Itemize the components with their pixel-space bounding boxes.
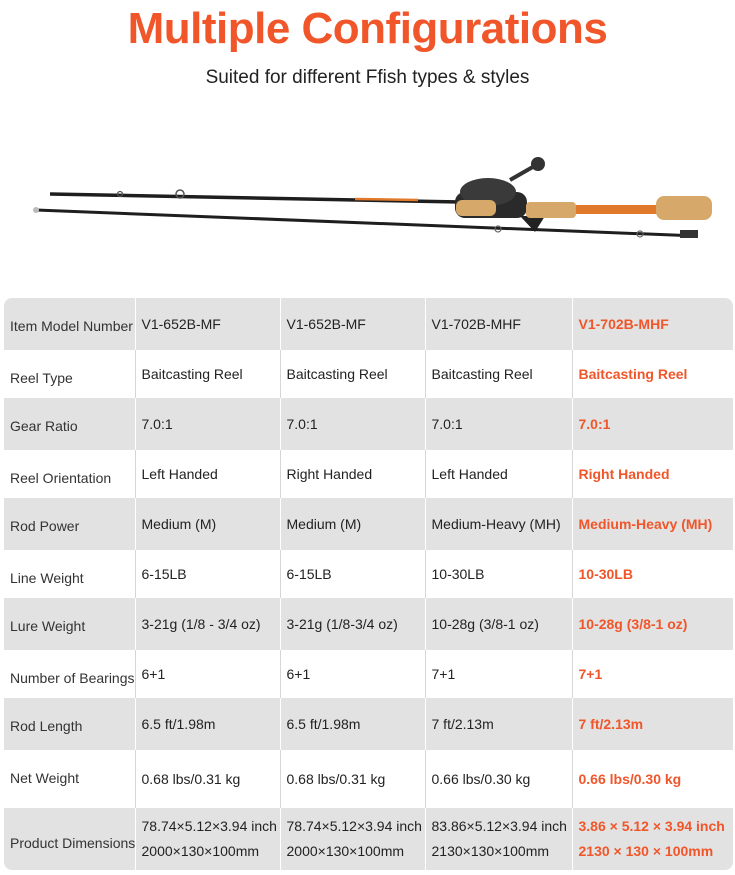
cell [425, 808, 572, 870]
spec-row-rod-power [4, 498, 733, 550]
orange-handle-section [576, 205, 658, 214]
spec-table [4, 298, 733, 870]
spec-row-lure-weight [4, 598, 733, 650]
spec-row-rod-length [4, 698, 733, 750]
row-label: Reel Orientation [4, 450, 135, 498]
highlight-cell: 7 ft/2.13m [572, 698, 733, 750]
cell: Baitcasting Reel [425, 350, 572, 398]
row-label: Lure Weight [4, 598, 135, 650]
highlight-cell: 10-28g (3/8-1 oz) [572, 598, 733, 650]
cork-butt-grip [656, 196, 712, 220]
fishing-rod-image [0, 150, 735, 260]
spec-row-reel-type [4, 350, 733, 398]
cell: Baitcasting Reel [280, 350, 425, 398]
cell: 10-30LB [425, 550, 572, 598]
cell: V1-652B-MF [280, 298, 425, 350]
highlight-cell [572, 808, 733, 870]
dim-inch: 83.86×5.12×3.94 inch [431, 818, 567, 834]
cell: Left Handed [135, 450, 280, 498]
highlight-cell: 7+1 [572, 650, 733, 698]
spec-row-reel-orientation [4, 450, 733, 498]
cell [280, 808, 425, 870]
cell: 7.0:1 [425, 398, 572, 450]
cell: 7+1 [425, 650, 572, 698]
rod-ferrule [680, 230, 698, 238]
cell: 7.0:1 [135, 398, 280, 450]
cell: Medium (M) [135, 498, 280, 550]
row-label: Item Model Number [4, 298, 135, 350]
cell: V1-702B-MHF [425, 298, 572, 350]
cell: 3-21g (1/8-3/4 oz) [280, 598, 425, 650]
cork-fore-grip [456, 200, 496, 216]
dim-inch: 78.74×5.12×3.94 inch [141, 818, 277, 834]
cell [135, 808, 280, 870]
cell: 6-15LB [135, 550, 280, 598]
cell: 0.68 lbs/0.31 kg [280, 750, 425, 808]
dim-mm: 2000×130×100mm [286, 843, 405, 859]
page-subtitle: Suited for different Ffish types & styles [205, 67, 530, 88]
cell: Medium (M) [280, 498, 425, 550]
dim-mm: 2000×130×100mm [141, 843, 260, 859]
cell: 6.5 ft/1.98m [280, 698, 425, 750]
spec-row-dimensions [4, 808, 733, 870]
highlight-cell: 0.66 lbs/0.30 kg [572, 750, 733, 808]
row-label: Rod Power [4, 498, 135, 550]
cell: 10-28g (3/8-1 oz) [425, 598, 572, 650]
cell: 6+1 [135, 650, 280, 698]
spec-row-bearings [4, 650, 733, 698]
spec-row-net-weight [4, 750, 733, 808]
cell: 6+1 [280, 650, 425, 698]
cell: 6.5 ft/1.98m [135, 698, 280, 750]
row-label: Gear Ratio [4, 398, 135, 450]
cell: 0.68 lbs/0.31 kg [135, 750, 280, 808]
spec-row-model [4, 298, 733, 350]
row-label: Rod Length [4, 698, 135, 750]
cell: Left Handed [425, 450, 572, 498]
reel-handle-arm [510, 164, 538, 180]
row-label: Line Weight [4, 550, 135, 598]
row-label: Product Dimensions [4, 808, 135, 870]
highlight-cell: 7.0:1 [572, 398, 733, 450]
cell: Right Handed [280, 450, 425, 498]
rod-brand-mark [355, 199, 418, 200]
cell: 6-15LB [280, 550, 425, 598]
cell: Baitcasting Reel [135, 350, 280, 398]
page-title: Multiple Configurations [127, 4, 608, 53]
row-label: Number of Bearings [4, 650, 135, 698]
cell: V1-652B-MF [135, 298, 280, 350]
spec-row-line-weight [4, 550, 733, 598]
cell: Medium-Heavy (MH) [425, 498, 572, 550]
cell: 3-21g (1/8 - 3/4 oz) [135, 598, 280, 650]
highlight-cell: 10-30LB [572, 550, 733, 598]
cell: 7 ft/2.13m [425, 698, 572, 750]
row-label: Net Weight [4, 750, 135, 808]
cork-rear-grip [526, 202, 576, 218]
dim-mm: 2130 × 130 × 100mm [578, 843, 714, 859]
cell: 0.66 lbs/0.30 kg [425, 750, 572, 808]
row-label: Reel Type [4, 350, 135, 398]
highlight-cell: Medium-Heavy (MH) [572, 498, 733, 550]
dim-inch: 78.74×5.12×3.94 inch [286, 818, 422, 834]
spec-row-gear-ratio [4, 398, 733, 450]
rod-tip [33, 207, 39, 213]
highlight-cell: V1-702B-MHF [572, 298, 733, 350]
highlight-cell: Right Handed [572, 450, 733, 498]
dim-mm: 2130×130×100mm [431, 843, 550, 859]
highlight-cell: Baitcasting Reel [572, 350, 733, 398]
dim-inch: 3.86 × 5.12 × 3.94 inch [578, 818, 725, 834]
cell: 7.0:1 [280, 398, 425, 450]
